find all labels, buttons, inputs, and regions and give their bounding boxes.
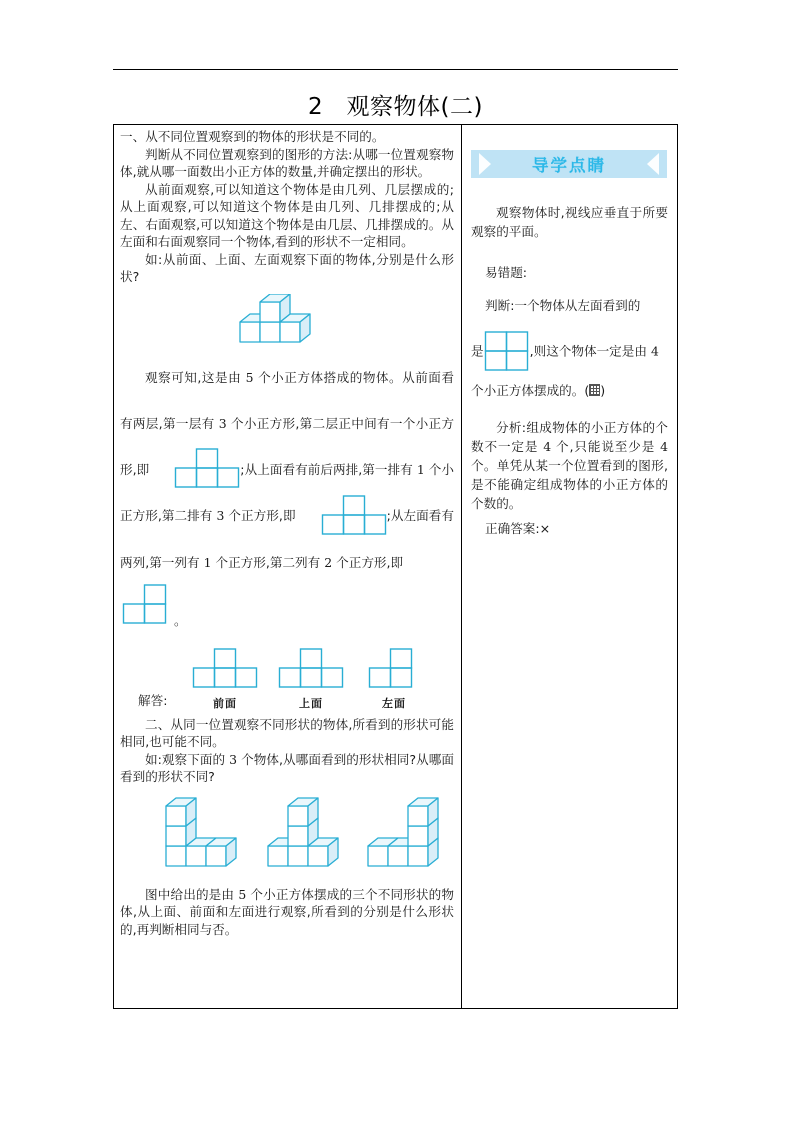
square-2x2-figure [484, 331, 530, 373]
para6-seg-b: 个小正方体摆成的三个不同形状的物体,从上面、前面和左面进行观察,所看到的分别是什么形状的,再判断相同与否。 [120, 886, 454, 937]
answer-shape-1 [192, 648, 258, 711]
para4-seg-c: 个小正方形,第二层正中间有一个小正方形,即 [120, 415, 454, 477]
para5-seg-a: 如:观察下面的 [145, 751, 230, 767]
question-seg-c: ,则这个物体一定是由 [529, 343, 651, 359]
question-seg-b: 是 [471, 343, 484, 359]
section-1-para-4 [120, 355, 454, 586]
tips-banner [471, 150, 667, 178]
para4-seg-b: 个小正方体搭成的物体。从前面看有两层,第一层有 [120, 369, 454, 431]
answer-row [120, 640, 454, 712]
correct-answer-label: 正确答案: [485, 521, 540, 536]
para4-num-6: 2 [324, 554, 333, 570]
para6-seg-a: 图中给出的是由 [145, 886, 239, 902]
section-2-heading: 二、从同一位置观察不同形状的物体,所看到的形状可能相同,也可能不同。 [120, 716, 454, 749]
para6-num-1: 5 [238, 886, 247, 902]
analysis-seg-a: 分析:组成物体的小正方体的个数不一定是 [471, 420, 668, 454]
para5-num-1: 3 [229, 751, 238, 767]
para4-num-4: 3 [216, 508, 225, 523]
para4-num-2: 3 [218, 415, 227, 431]
para4-seg-a: 观察可知,这是由 [145, 369, 246, 385]
section-1-para-3: 如:从前面、上面、左面观察下面的物体,分别是什么形状? [120, 251, 454, 284]
question-line-2 [471, 331, 668, 373]
error-prone-label: 易错题: [485, 265, 528, 280]
missing-glyph-icon [589, 384, 600, 396]
question-seg-d: 个小正方体摆成的。( [471, 383, 590, 398]
section-1-heading: 一、从不同位置观察到的物体的形状是不同的。 [120, 129, 385, 144]
top-view-figure [296, 494, 387, 540]
question-num-1: 4 [650, 343, 659, 359]
solid-figure-3 [360, 794, 450, 878]
question-line-3 [471, 381, 668, 400]
three-solids-row [120, 792, 454, 884]
content-frame [113, 124, 678, 1009]
left-view-figure-row [120, 582, 454, 640]
answer-shape-3 [368, 648, 420, 711]
right-column [462, 125, 677, 1008]
tips-banner-label: 导学点睛 [532, 156, 606, 175]
para4-seg-f: 个正方形,即 [224, 508, 296, 523]
solid-figure-2 [260, 794, 350, 878]
front-view-figure [149, 447, 240, 493]
left-view-figure [122, 584, 174, 634]
section-2-para-1 [120, 751, 454, 786]
section-1-para-1: 判断从不同位置观察到的图形的方法:从哪一位置观察物体,就从哪一面数出小正方体的数量,并确定摆出的形状。 [120, 146, 454, 179]
answer-caption-2: 上面 [299, 696, 323, 710]
analysis-num-1: 4 [543, 439, 552, 454]
header-rule [113, 69, 678, 70]
para4-num-1: 5 [245, 369, 254, 385]
answer-label: 解答: [138, 692, 168, 708]
correct-answer-line [471, 519, 668, 538]
para4-num-5: 1 [203, 554, 212, 570]
para4-num-3: 1 [416, 461, 425, 477]
analysis-num-2: 4 [660, 439, 668, 454]
tip-text: 观察物体时,视线应垂直于所要观察的平面。 [471, 205, 668, 239]
analysis-text [471, 418, 668, 513]
answer-shape-2 [278, 648, 344, 711]
question-seg-e: ) [600, 383, 606, 398]
question-line-1: 判断:一个物体从左面看到的 [485, 298, 641, 313]
correct-answer-value: × [539, 521, 551, 536]
para4-period: 。 [174, 612, 187, 628]
page-title: 2 观察物体(二) [307, 94, 483, 120]
para4-seg-h: 个正方形,第二列有 [211, 554, 325, 570]
section-1-para-2: 从前面观察,可以知道这个物体是由几列、几层摆成的;从上面观察,可以知道这个物体是由几列、几排摆成的;从左、右面观察,可以知道这个物体是由几层、几排摆成的。从左面和右面观察同一个物体,看到的形状不一定相同。 [120, 181, 454, 249]
analysis-seg-b: 个,只能说至少是 [551, 439, 661, 454]
section-2-para-2 [120, 886, 454, 939]
analysis-seg-c: 个。单凭从某一个位置看到的图形,是不能确定组成物体的小正方体的个数的。 [471, 458, 668, 511]
answer-caption-1: 前面 [213, 696, 237, 710]
left-column [114, 125, 462, 1008]
para4-seg-g: ;从左面看有两列,第一列有 [120, 508, 454, 570]
para4-seg-i: 个正方形,即 [332, 554, 404, 570]
para4-seg-e: 个小正方形,第二排有 [120, 461, 454, 523]
answer-caption-3: 左面 [382, 696, 406, 710]
solid-figure-1 [158, 794, 248, 878]
solid-figure-example [120, 294, 454, 349]
para5-seg-b: 个物体,从哪面看到的形状相同?从哪面看到的形状不同? [120, 751, 454, 784]
para4-seg-d: ;从上面看有前后两排,第一排有 [240, 461, 417, 477]
